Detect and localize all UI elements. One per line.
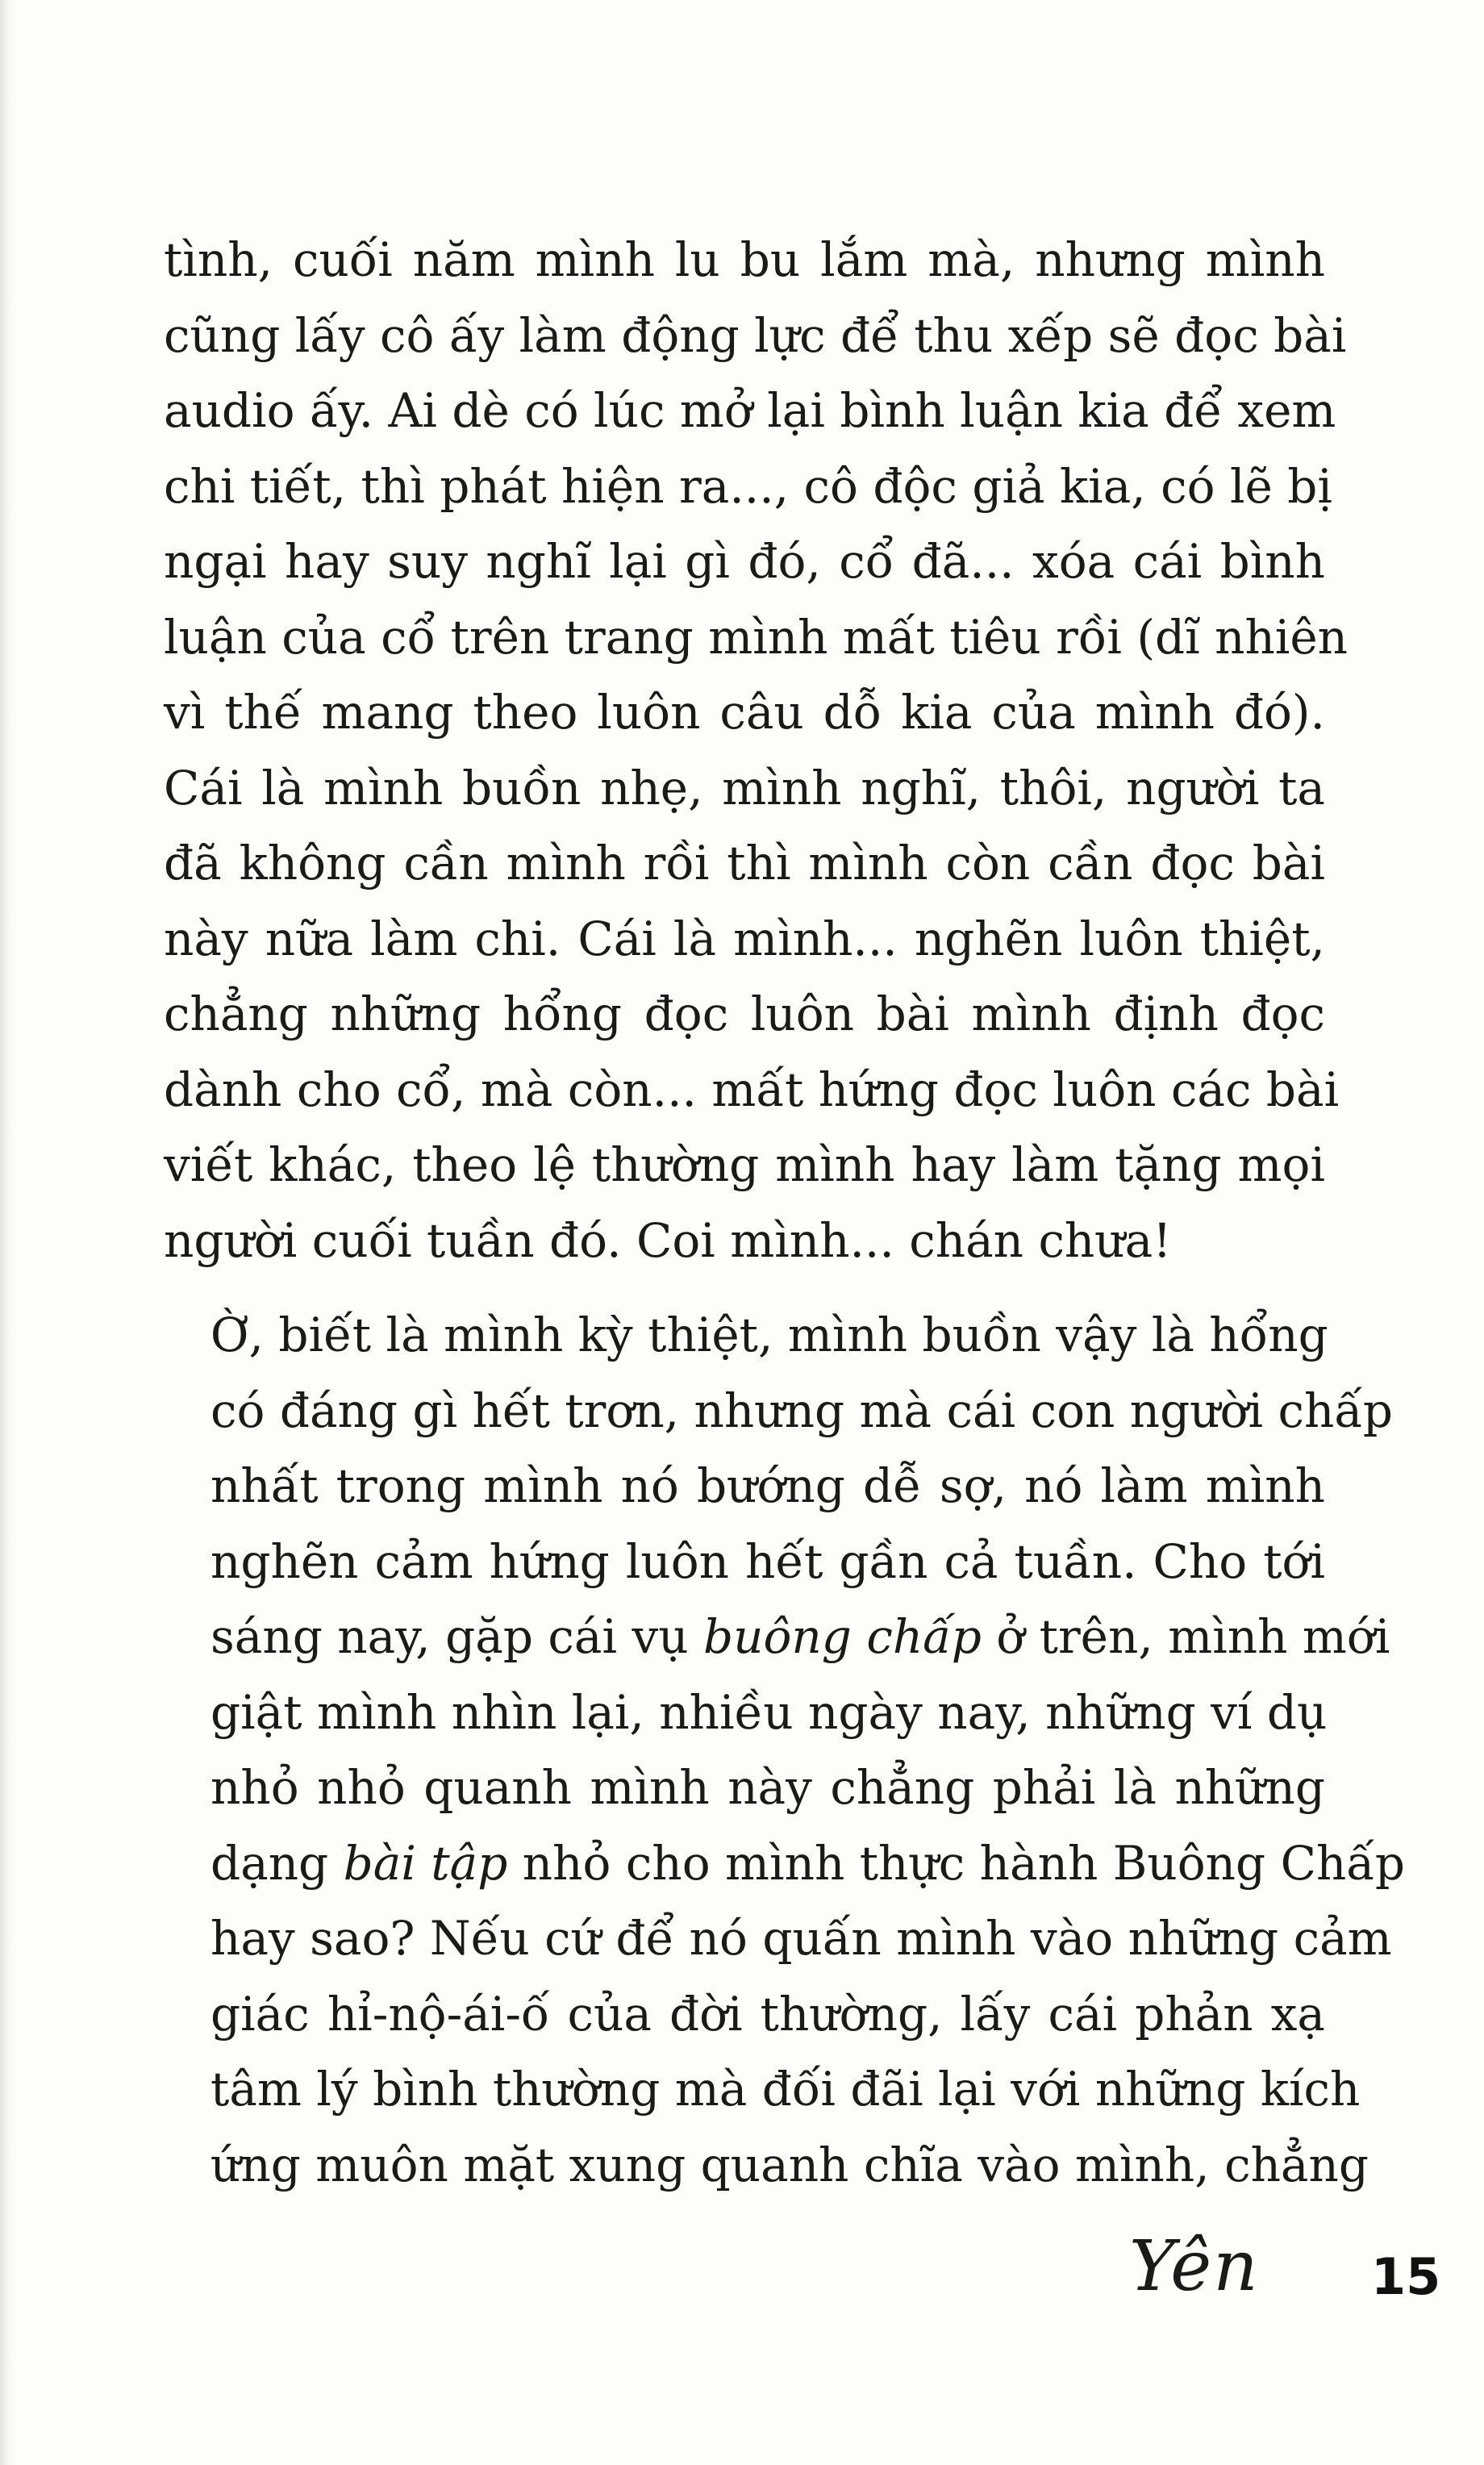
- page-number: 15: [1371, 2247, 1441, 2306]
- text-line: luận của cổ trên trang mình mất tiêu rồi (dĩ nhiên: [164, 609, 1349, 665]
- text-line: viết khác, theo lệ thường mình hay làm tặng mọi: [164, 1137, 1325, 1192]
- text-line: cũng lấy cô ấy làm động lực để thu xếp sẽ đọc bài: [164, 307, 1347, 363]
- text-line: đã không cần mình rồi thì mình còn cần đọc bài: [164, 836, 1325, 890]
- body-text: [164, 223, 1405, 2203]
- text-line: người cuối tuần đó. Coi mình... chán chưa!: [164, 1212, 1172, 1268]
- text-line: vì thế mang theo luôn câu dỗ kia của mình đó).: [164, 685, 1325, 740]
- text-segment: nhỏ cho mình thực hành Buông Chấp: [507, 1835, 1405, 1891]
- text-line: [164, 1826, 1405, 1902]
- text-line: audio ấy. Ai dè có lúc mở lại bình luận kia để xem: [164, 383, 1336, 438]
- text-line: hay sao? Nếu cứ để nó quấn mình vào những cảm: [211, 1911, 1392, 1966]
- text-line: nghẽn cảm hứng luôn hết gần cả tuần. Cho tới: [211, 1533, 1325, 1589]
- text-line: chi tiết, thì phát hiện ra..., cô độc giả kia, có lẽ bị: [164, 458, 1332, 514]
- page-gutter-shadow: [0, 0, 15, 2465]
- text-segment: sáng nay, gặp cái vụ: [211, 1609, 704, 1664]
- text-line: có đáng gì hết trơn, nhưng mà cái con người chấp: [211, 1383, 1394, 1438]
- text-line: tình, cuối năm mình lu bu lắm mà, nhưng mình: [164, 232, 1325, 287]
- text-line: Cái là mình buồn nhẹ, mình nghĩ, thôi, người ta: [164, 760, 1325, 815]
- text-line: Ờ, biết là mình kỳ thiệt, mình buồn vậy là hổng: [211, 1308, 1328, 1362]
- text-line: tâm lý bình thường mà đối đãi lại với những kích: [211, 2062, 1361, 2117]
- paragraph: [164, 1298, 1405, 2203]
- text-line: giật mình nhìn lại, nhiều ngày nay, những ví dụ: [211, 1684, 1328, 1740]
- text-line: này nữa làm chi. Cái là mình... nghẽn luôn thiệt,: [164, 911, 1325, 966]
- text-line: [164, 1600, 1390, 1675]
- italic-phrase: bài tập: [343, 1835, 508, 1891]
- text-line: dành cho cổ, mà còn... mất hứng đọc luôn các bài: [164, 1061, 1340, 1117]
- text-line: nhỏ nhỏ quanh mình này chẳng phải là những: [211, 1760, 1325, 1815]
- text-line: giác hỉ-nộ-ái-ố của đời thường, lấy cái phản xạ: [211, 1986, 1325, 2042]
- text-segment: ở trên, mình mới: [981, 1609, 1390, 1664]
- text-line: ứng muôn mặt xung quanh chĩa vào mình, chẳng: [211, 2137, 1369, 2192]
- italic-phrase: buông chấp: [703, 1609, 982, 1664]
- author-signature: Yên: [1129, 2226, 1260, 2307]
- paragraph: [164, 223, 1349, 1278]
- text-line: chẳng những hổng đọc luôn bài mình định đọc: [164, 986, 1325, 1041]
- text-segment: dạng: [211, 1835, 344, 1891]
- text-line: ngại hay suy nghĩ lại gì đó, cổ đã... xóa cái bình: [164, 534, 1325, 589]
- text-line: nhất trong mình nó bướng dễ sợ, nó làm mình: [211, 1458, 1325, 1513]
